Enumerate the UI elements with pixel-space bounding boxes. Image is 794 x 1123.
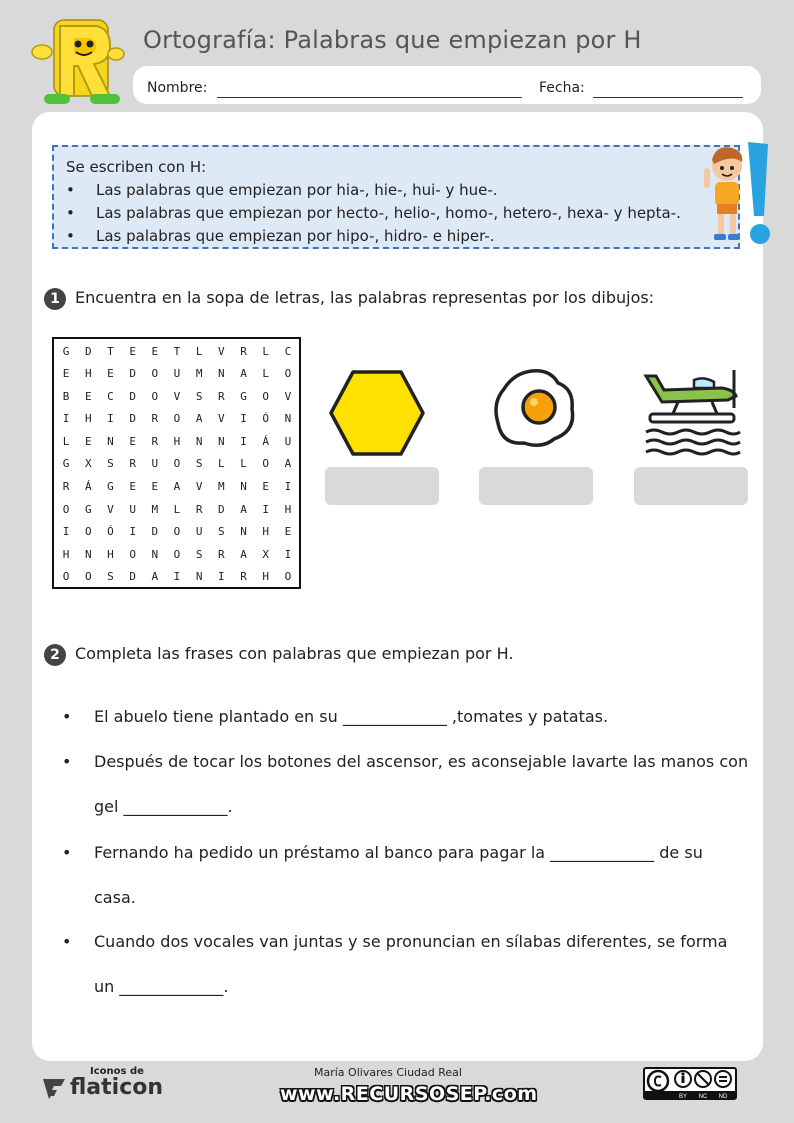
grid-letter[interactable]: U (195, 525, 203, 539)
grid-letter[interactable]: Ó (262, 412, 270, 426)
license-nd: ND (718, 1094, 728, 1100)
date-label: Fecha: (539, 80, 585, 96)
grid-letter[interactable]: S (195, 457, 203, 471)
grid-letter[interactable]: L (62, 434, 70, 448)
grid-letter[interactable]: N (84, 547, 92, 561)
grid-letter[interactable]: L (240, 457, 247, 471)
grid-letter[interactable]: O (151, 367, 159, 381)
flaticon-wordmark: flaticon (70, 1075, 164, 1100)
grid-letter[interactable]: O (262, 457, 270, 471)
grid-letter[interactable]: O (62, 570, 70, 584)
grid-letter[interactable]: Á (262, 434, 270, 448)
grid-letter[interactable]: D (129, 389, 136, 403)
grid-letter[interactable]: E (129, 434, 136, 448)
grid-letter[interactable]: T (173, 344, 181, 358)
grid-letter[interactable]: V (218, 344, 225, 358)
grid-letter[interactable]: O (262, 389, 270, 403)
rule-item: • Las palabras que empiezan por hecto-, helio-, homo-, hetero-, hexa- y hepta-. (66, 204, 681, 222)
grid-letter[interactable]: N (195, 570, 203, 584)
grid-letter[interactable]: A (240, 367, 247, 381)
date-line[interactable] (593, 97, 743, 98)
grid-letter[interactable]: E (62, 367, 70, 381)
grid-letter[interactable]: E (84, 389, 92, 403)
grid-letter[interactable]: I (284, 547, 292, 561)
name-label: Nombre: (147, 80, 208, 96)
grid-letter[interactable]: U (151, 457, 159, 471)
grid-letter[interactable]: U (129, 502, 136, 516)
grid-letter[interactable]: A (151, 570, 159, 584)
grid-letter[interactable]: R (151, 434, 159, 448)
grid-letter[interactable]: L (173, 502, 181, 516)
grid-letter[interactable]: G (62, 344, 70, 358)
grid-letter[interactable]: R (240, 570, 247, 584)
grid-letter[interactable]: I (62, 525, 70, 539)
grid-letter[interactable]: D (129, 367, 136, 381)
grid-letter[interactable]: E (129, 344, 136, 358)
name-line[interactable] (217, 97, 522, 98)
grid-letter[interactable]: N (218, 367, 225, 381)
grid-letter[interactable]: X (84, 457, 92, 471)
grid-letter[interactable]: H (262, 570, 270, 584)
grid-letter[interactable]: O (129, 547, 136, 561)
word-search-grid[interactable] (52, 337, 301, 589)
grid-letter[interactable]: E (262, 480, 270, 494)
grid-letter[interactable]: D (151, 525, 159, 539)
grid-letter[interactable]: A (284, 457, 292, 471)
grid-letter[interactable]: I (173, 570, 181, 584)
grid-letter[interactable]: D (218, 502, 225, 516)
flaticon-logo-icon (42, 1077, 66, 1101)
grid-letter[interactable]: I (218, 570, 225, 584)
grid-letter[interactable]: R (62, 480, 70, 494)
grid-letter[interactable]: D (129, 412, 136, 426)
grid-letter[interactable]: T (107, 344, 114, 358)
grid-letter[interactable]: R (218, 389, 225, 403)
grid-letter[interactable]: V (107, 502, 114, 516)
grid-letter[interactable]: S (107, 570, 114, 584)
sentence-4[interactable]: • Cuando dos vocales van juntas y se pronuncian en sílabas diferentes, se forma (62, 932, 728, 951)
grid-letter[interactable]: Ó (107, 525, 114, 539)
grid-letter[interactable]: V (284, 389, 292, 403)
icons-credit-label: Iconos de (90, 1066, 144, 1077)
exercise-1-instruction: Encuentra en la sopa de letras, las palabras representas por los dibujos: (75, 288, 655, 307)
grid-letter[interactable]: R (151, 412, 159, 426)
grid-letter[interactable]: O (173, 525, 181, 539)
grid-letter[interactable]: U (173, 367, 181, 381)
grid-letter[interactable]: C (284, 344, 292, 358)
grid-letter[interactable]: N (240, 480, 247, 494)
answer-box-2[interactable] (479, 467, 593, 505)
rule-item: • Las palabras que empiezan por hipo-, hidro- e hiper-. (66, 227, 495, 245)
grid-letter[interactable]: V (173, 389, 181, 403)
grid-letter[interactable]: E (129, 480, 136, 494)
grid-letter[interactable]: I (107, 412, 114, 426)
sentence-2-cont[interactable]: gel _____________. (94, 797, 233, 816)
fried-egg-icon (492, 367, 578, 451)
grid-letter[interactable]: E (151, 480, 159, 494)
grid-letter[interactable]: H (84, 412, 92, 426)
grid-letter[interactable]: I (62, 412, 70, 426)
grid-letter[interactable]: N (240, 525, 247, 539)
license-nc: NC (698, 1094, 708, 1100)
grid-letter[interactable]: I (284, 480, 292, 494)
grid-letter[interactable]: Á (84, 480, 92, 494)
grid-letter[interactable]: H (262, 525, 270, 539)
grid-letter[interactable]: I (129, 525, 136, 539)
sentence-2[interactable]: • Después de tocar los botones del ascensor, es aconsejable lavarte las manos con (62, 752, 749, 771)
grid-letter[interactable]: H (107, 547, 114, 561)
page-title: Ortografía: Palabras que empiezan por H (143, 26, 642, 54)
grid-letter[interactable]: D (84, 344, 92, 358)
grid-letter[interactable]: H (173, 434, 181, 448)
grid-letter[interactable]: A (195, 412, 203, 426)
exercise-1-number: 1 (44, 288, 66, 310)
grid-letter[interactable]: B (62, 389, 70, 403)
rule-item: • Las palabras que empiezan por hia-, hie-, hui- y hue-. (66, 181, 498, 199)
grid-letter[interactable]: O (84, 570, 92, 584)
grid-letter[interactable]: O (284, 367, 292, 381)
grid-letter[interactable]: H (284, 502, 292, 516)
grid-letter[interactable]: V (218, 412, 225, 426)
grid-letter[interactable]: M (151, 502, 159, 516)
rules-heading: Se escriben con H: (66, 158, 207, 176)
sentence-3[interactable]: • Fernando ha pedido un préstamo al banco para pagar la _____________ de su (62, 843, 703, 862)
grid-letter[interactable]: G (84, 502, 92, 516)
website-link[interactable]: www.RECURSOSEP.com (280, 1083, 538, 1105)
grid-letter[interactable]: V (195, 480, 203, 494)
grid-letter[interactable]: R (195, 502, 203, 516)
seaplane-icon (642, 368, 742, 458)
grid-letter[interactable]: H (62, 547, 70, 561)
grid-letter[interactable]: O (173, 547, 181, 561)
worksheet-card (32, 112, 763, 1061)
hexagon-icon (329, 370, 425, 456)
grid-letter[interactable]: N (218, 434, 225, 448)
exercise-2-instruction: Completa las frases con palabras que empiezan por H. (75, 644, 514, 663)
grid-letter[interactable]: M (218, 480, 225, 494)
sentence-3-cont: casa. (94, 888, 136, 907)
grid-letter[interactable]: S (107, 457, 114, 471)
grid-letter[interactable]: R (218, 547, 225, 561)
name-date-bar (133, 66, 761, 104)
grid-letter[interactable]: S (218, 525, 225, 539)
grid-letter[interactable]: L (262, 344, 270, 358)
grid-letter[interactable]: D (129, 570, 136, 584)
grid-letter[interactable]: H (84, 367, 92, 381)
answer-box-3[interactable] (634, 467, 748, 505)
r-mascot-logo (30, 18, 125, 106)
exercise-2-number: 2 (44, 644, 66, 666)
grid-letter[interactable]: N (195, 434, 203, 448)
grid-letter[interactable]: L (218, 457, 225, 471)
grid-letter[interactable]: I (240, 434, 247, 448)
boy-exclamation-icon (702, 138, 774, 248)
grid-letter[interactable]: O (173, 457, 181, 471)
grid-letter[interactable]: N (151, 547, 159, 561)
grid-letter[interactable]: L (195, 344, 203, 358)
grid-letter[interactable]: S (195, 389, 203, 403)
grid-letter[interactable]: O (173, 412, 181, 426)
grid-letter[interactable]: G (240, 389, 247, 403)
grid-letter[interactable]: E (284, 525, 292, 539)
grid-letter[interactable]: N (284, 412, 292, 426)
answer-box-1[interactable] (325, 467, 439, 505)
grid-letter[interactable]: G (107, 480, 114, 494)
author-credit: María Olivares Ciudad Real (314, 1066, 462, 1079)
rules-box (52, 145, 740, 249)
grid-letter[interactable]: A (240, 502, 247, 516)
grid-letter[interactable]: X (262, 547, 270, 561)
grid-letter[interactable]: I (240, 412, 247, 426)
sentence-4-cont[interactable]: un _____________. (94, 977, 229, 996)
grid-letter[interactable]: L (262, 367, 270, 381)
grid-letter[interactable]: O (151, 389, 159, 403)
sentence-1[interactable]: • El abuelo tiene plantado en su _____________ ,tomates y patatas. (62, 707, 609, 726)
grid-letter[interactable]: O (62, 502, 70, 516)
grid-letter[interactable]: A (173, 480, 181, 494)
grid-letter[interactable]: A (240, 547, 247, 561)
grid-letter[interactable]: R (240, 344, 247, 358)
grid-letter[interactable]: G (62, 457, 70, 471)
grid-letter[interactable]: N (107, 434, 114, 448)
grid-letter[interactable]: E (107, 367, 114, 381)
grid-letter[interactable]: O (84, 525, 92, 539)
creative-commons-license-icon (643, 1067, 737, 1100)
grid-letter[interactable]: R (129, 457, 136, 471)
grid-letter[interactable]: E (151, 344, 159, 358)
grid-letter[interactable]: E (84, 434, 92, 448)
grid-letter[interactable]: U (284, 434, 292, 448)
grid-letter[interactable]: S (195, 547, 203, 561)
license-by: BY (678, 1094, 688, 1100)
grid-letter[interactable]: M (195, 367, 203, 381)
grid-letter[interactable]: C (107, 389, 114, 403)
grid-letter[interactable]: O (284, 570, 292, 584)
grid-letter[interactable]: I (262, 502, 270, 516)
